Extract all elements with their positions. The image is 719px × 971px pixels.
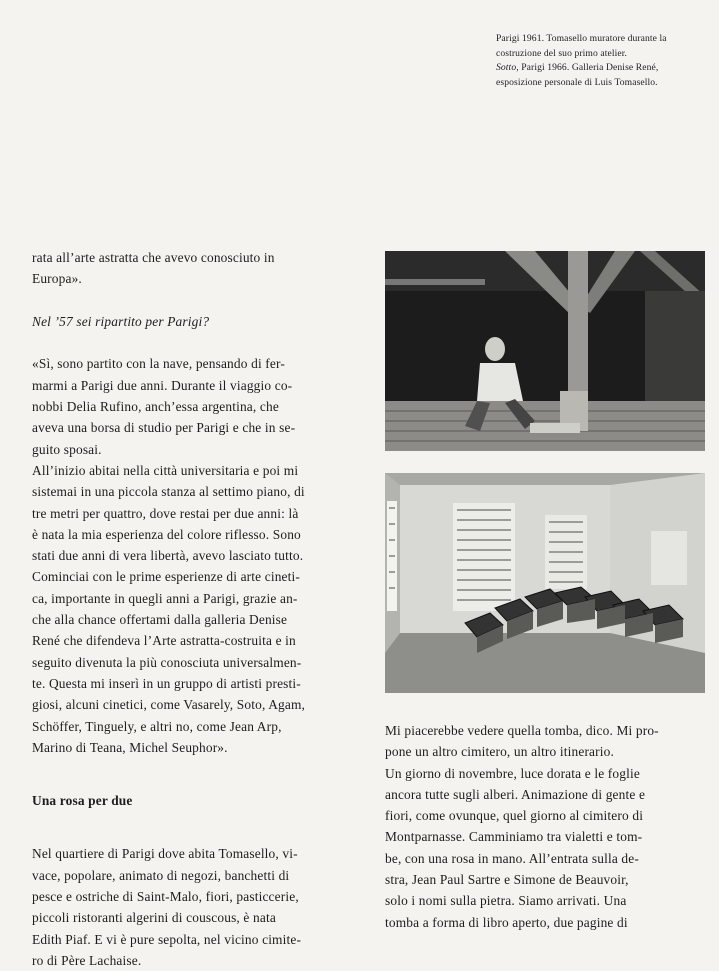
text-line: stati due anni di vera libertà, avevo lasciato tutto. [32, 548, 304, 564]
text-line: vace, popolare, animato di negozi, banchetti di [32, 867, 290, 883]
caption-line: esposizione personale di Luis Tomasello. [496, 76, 658, 88]
text-line: fiori, come ovunque, quel giorno al cimitero di [385, 808, 644, 824]
interview-question: Nel ’57 sei ripartito per Parigi? [32, 313, 210, 329]
text-line: All’inizio abitai nella città universitaria e poi mi [32, 462, 299, 478]
text-line: Montparnasse. Camminiamo tra vialetti e tom- [385, 829, 643, 845]
text-line: Schöffer, Tinguely, e altri no, come Jean Arp, [32, 718, 282, 734]
text-line: aveva una borsa di studio per Parigi e che in se- [32, 420, 296, 436]
text-line: «Sì, sono partito con la nave, pensando di fer- [32, 356, 285, 372]
text-line: Mi piacerebbe vedere quella tomba, dico. Mi pro- [385, 723, 659, 738]
text-line: Marino di Teana, Michel Seuphor». [32, 739, 228, 755]
text-line: sistemai in una piccola stanza al settimo piano, di [32, 484, 305, 500]
photo-caption [496, 32, 706, 90]
caption-line-rest: , Parigi 1966. Galleria Denise René, [516, 62, 659, 74]
caption-line: Parigi 1961. Tomasello muratore durante la [496, 33, 667, 44]
paragraph [32, 843, 354, 971]
text-line: ancora tutte sugli alberi. Animazione di gente e [385, 786, 646, 802]
paragraph [385, 763, 708, 933]
text-line: Un giorno di novembre, luce dorata e le foglie [385, 765, 640, 781]
text-line: nobbi Delia Rufino, anch’essa argentina, che [32, 399, 279, 415]
paragraph [385, 720, 708, 763]
text-line: tomba a forma di libro aperto, due pagine di [385, 914, 628, 930]
text-line: stra, Jean Paul Sartre e Simone de Beauvoir, [385, 872, 629, 888]
text-line: solo i nomi sulla pietra. Siamo arrivati. Una [385, 893, 627, 909]
text-line: guito sposai. [32, 441, 102, 457]
paragraph [32, 247, 354, 290]
text-line: Nel quartiere di Parigi dove abita Tomasello, vi- [32, 846, 298, 862]
text-line: rata all’arte astratta che avevo conosciuto in [32, 250, 275, 265]
text-line: pone un altro cimitero, un altro itinerario. [385, 744, 614, 760]
text-line: René che difendeva l’Arte astratta-costruita e in [32, 633, 296, 649]
photo-tomasello-muratore [385, 251, 705, 451]
caption-line: costruzione del suo primo atelier. [496, 47, 628, 59]
paragraph [32, 353, 354, 459]
text-line: Europa». [32, 271, 82, 287]
text-line: te. Questa mi inserì in un gruppo di artisti presti- [32, 675, 301, 691]
text-line: tre metri per quattro, dove restai per due anni: là [32, 505, 299, 521]
text-line: che alla chance offertami dalla galleria Denise [32, 612, 288, 628]
text-column-right [385, 720, 708, 933]
text-line: giosi, alcuni cinetici, come Vasarely, Soto, Agam, [32, 697, 306, 713]
text-line: be, con una rosa in mano. All’entrata sulla de- [385, 850, 639, 866]
text-column-left [32, 247, 354, 971]
caption-line [496, 61, 706, 76]
text-line: è nata la mia esperienza del colore riflesso. Sono [32, 526, 301, 542]
text-line: piccoli ristoranti algerini di couscous, è nata [32, 910, 276, 926]
text-line: marmi a Parigi due anni. Durante il viaggio co- [32, 377, 293, 393]
text-line: seguito divenuta la più conosciuta universalmen- [32, 654, 302, 670]
text-line: Cominciai con le prime esperienze di arte cineti- [32, 569, 300, 585]
text-line: ca, importante in quegli anni a Parigi, grazie an- [32, 590, 298, 606]
paragraph [32, 460, 354, 758]
text-line: Edith Piaf. E vi è pure sepolta, nel vicino cimite- [32, 931, 302, 947]
text-line: ro di Père Lachaise. [32, 952, 142, 968]
text-line: pesce e ostriche di Saint-Malo, fiori, pasticcerie, [32, 889, 299, 905]
section-heading: Una rosa per due [32, 793, 133, 809]
photo-galleria-denise-rene [385, 473, 705, 693]
caption-sotto: Sotto [496, 62, 517, 74]
